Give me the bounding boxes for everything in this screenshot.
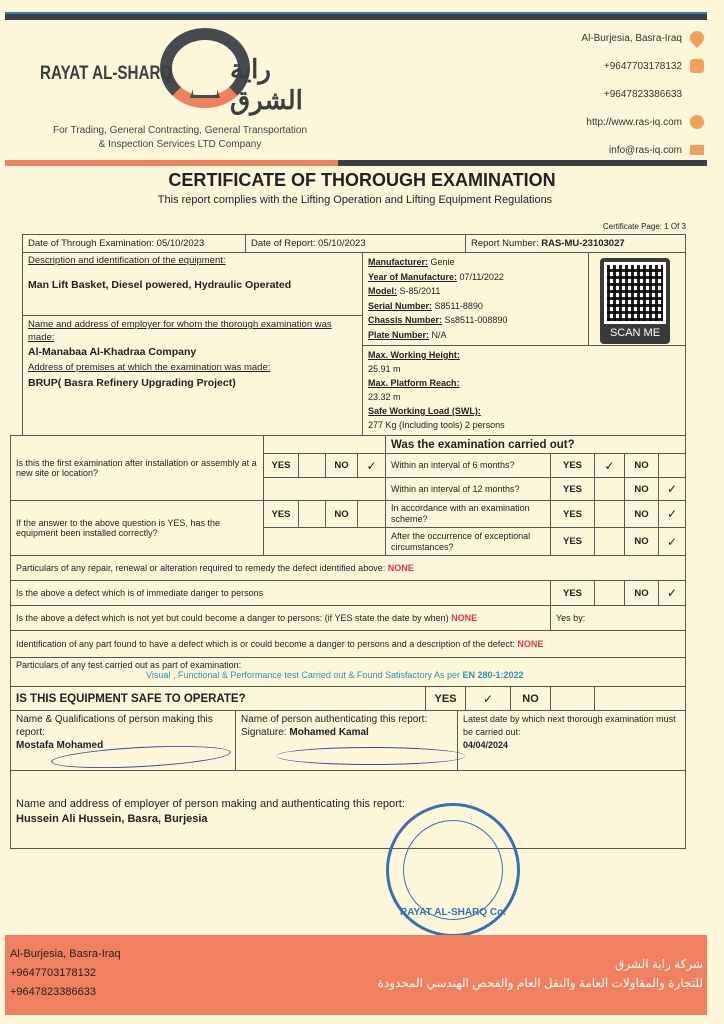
exam-item-yes	[550, 527, 595, 556]
spec-key: Chassis Number:	[368, 315, 443, 325]
no-label: NO	[634, 508, 649, 520]
exam-item-label: In accordance with an examination scheme?	[391, 503, 530, 524]
spec-value: 07/11/2022	[457, 271, 504, 282]
check-icon: ✓	[666, 534, 678, 549]
could-label: Is the above a defect which is not yet but could become a danger to persons: (if YES state the date by when)	[16, 613, 449, 623]
tests-row	[10, 657, 686, 687]
spec-key: Manufacturer:	[368, 257, 429, 267]
spec-key: Serial Number:	[368, 300, 433, 311]
desc-value: Man Lift Basket, Diesel powered, Hydraulic Operated	[28, 279, 292, 291]
logo-text-en: RAYAT AL-SHARQ	[40, 63, 173, 84]
auth-prefix: Signature:	[241, 727, 290, 738]
page-title: CERTIFICATE OF THOROUGH EXAMINATION	[168, 170, 556, 190]
q1-no	[325, 453, 358, 478]
stamp-text: RAYAT AL-SHARQ Co.	[400, 907, 506, 918]
header-bottom-bar-dark	[338, 160, 707, 166]
yes-label: YES	[271, 508, 291, 520]
contact-text: +9647703178132	[603, 60, 682, 72]
no-label: NO	[334, 460, 349, 471]
auth-signature	[276, 747, 466, 765]
exam-item-label: Within an interval of 6 months?	[391, 460, 515, 470]
q1-yes-box[interactable]	[298, 453, 326, 478]
contact-list	[444, 24, 704, 164]
exam-item-yes-box[interactable]	[594, 477, 625, 501]
exam-item-label: After the occurrence of exceptional circumstances?	[391, 530, 531, 552]
mail-icon	[690, 145, 704, 155]
safe-label: IS THIS EQUIPMENT SAFE TO OPERATE?	[16, 692, 246, 705]
footer-contacts	[10, 945, 121, 1002]
safe-to-operate	[10, 686, 426, 711]
desc-label: Description and identification of the equipment:	[28, 255, 226, 266]
swl-label: Safe Working Load (SWL):	[368, 406, 481, 416]
exam-item-yes	[550, 500, 595, 528]
no-label: NO	[634, 460, 649, 471]
exam-date-text: Date of Through Examination: 05/10/2023	[28, 238, 205, 249]
yes-label: YES	[562, 508, 582, 520]
check-icon: ✓	[666, 482, 678, 496]
ident-value: NONE	[517, 639, 544, 649]
yes-label: YES	[562, 536, 582, 547]
auth-name: Mohamed Kamal	[289, 727, 369, 738]
exam-carried-out-header	[385, 435, 686, 454]
tests-label: Particulars of any test carried out as part of examination:	[16, 660, 242, 670]
spec-key: Plate Number:	[368, 329, 430, 340]
ident-label: Identification of any part found to have a defect which is or could become a danger to persons and a description of the defect:	[16, 639, 515, 649]
spec-serial	[368, 299, 483, 314]
exam-item-yes-box[interactable]	[594, 453, 625, 478]
question-text: Is this the first examination after installation or assembly at a new site or location?	[16, 458, 257, 478]
maker-label: Name & Qualifications of person making this report:	[16, 714, 213, 738]
repair-row	[10, 555, 686, 581]
spec-key: Year of Manufacture:	[368, 271, 458, 282]
employer-value: Hussein Ali Hussein, Basra, Burjesia	[16, 813, 208, 825]
exam-item-no-box[interactable]	[658, 453, 686, 478]
tests-standard: EN 280-1:2022	[462, 670, 524, 680]
exam-item-yes-box[interactable]	[594, 527, 625, 556]
auth-label: Name of person authenticating this report:	[241, 714, 428, 725]
q1-no-box[interactable]	[357, 453, 386, 478]
spec-value: N/A	[429, 329, 447, 340]
qr-label: SCAN ME	[609, 327, 661, 339]
no-label: NO	[522, 692, 539, 705]
spec-year	[368, 270, 504, 285]
header-text: Was the examination carried out?	[391, 438, 575, 451]
exam-item	[385, 477, 551, 501]
yes-label: YES	[434, 692, 457, 705]
q2-yes-box[interactable]	[298, 500, 326, 528]
swl-value: 277 Kg (Including tools) 2 persons	[368, 420, 505, 430]
report-number-value: RAS-MU-23103027	[541, 238, 625, 249]
yes-label: YES	[562, 483, 582, 495]
spec-value: S-85/2011	[397, 286, 441, 296]
next-label: Latest date by which next thorough examination must be carried out:	[463, 714, 676, 737]
immediate-no-box[interactable]	[658, 580, 686, 606]
exam-item-yes	[550, 477, 595, 501]
blank-cell	[263, 435, 386, 454]
check-icon: ✓	[666, 586, 678, 600]
report-maker	[10, 710, 236, 771]
employer-value: Al-Manabaa Al-Khadraa Company	[28, 346, 197, 358]
phone-icon	[690, 59, 704, 73]
exam-date	[22, 234, 246, 253]
company-stamp	[386, 803, 520, 937]
header-top-bar	[5, 12, 707, 20]
question-text: If the answer to the above question is YES, has the equipment been installed correctly?	[16, 518, 220, 538]
logo-text-ar: راية الشرق	[230, 54, 303, 115]
check-icon: ✓	[666, 507, 678, 521]
spec-value: Genie	[428, 257, 455, 267]
repair-label: Particulars of any repair, renewal or alteration required to remedy the defect identified above:	[16, 563, 386, 573]
spec-model	[368, 284, 440, 299]
contact-text: Al-Burjesia, Basra-Iraq	[581, 32, 682, 44]
contact-web[interactable]	[444, 108, 704, 136]
check-icon: ✓	[604, 458, 615, 473]
q2-yes	[263, 500, 299, 528]
footer-address: Al-Burjesia, Basra-Iraq	[10, 948, 121, 960]
maker-name: Mostafa Mohamed	[16, 740, 104, 751]
spec-chassis	[368, 313, 507, 328]
contact-address	[444, 24, 704, 52]
spec-plate	[368, 328, 447, 343]
capacity-specs	[362, 345, 686, 436]
contact-phone2	[444, 80, 704, 108]
safe-no	[510, 686, 551, 711]
employer-label: Name and address of employer for whom the thorough examination was made:	[28, 319, 332, 343]
exam-item-yes-box[interactable]	[594, 500, 625, 528]
height-value: 25.91 m	[368, 364, 401, 374]
next-exam-date	[457, 710, 686, 771]
exam-item-no-box[interactable]	[658, 477, 686, 501]
exam-item-label: Within an interval of 12 months?	[391, 483, 520, 494]
location-pin-icon	[687, 28, 707, 48]
exam-item-no-box[interactable]	[658, 527, 686, 556]
premises-label: Address of premises at which the examination was made:	[28, 362, 271, 373]
qr-code-icon	[604, 262, 666, 324]
immediate-danger-row	[10, 580, 551, 606]
equipment-description	[22, 252, 363, 316]
tagline-line1: For Trading, General Contracting, General Transportation	[52, 125, 308, 136]
repair-value: NONE	[387, 563, 414, 573]
tests-value: Visual , Functional & Performance test Carried out & Found Satisfactory As per	[146, 670, 463, 680]
spec-value: S8511-8890	[432, 300, 483, 311]
yes-by-label: Yes by:	[556, 613, 586, 623]
report-number-label: Report Number:	[471, 238, 539, 249]
page-subtitle: This report complies with the Lifting Operation and Lifting Equipment Regulations	[157, 194, 553, 206]
no-label: NO	[634, 483, 649, 495]
identification-row	[10, 630, 686, 658]
q2-no-box[interactable]	[357, 500, 386, 528]
no-label: NO	[634, 536, 649, 547]
immediate-yes-box[interactable]	[594, 580, 625, 606]
check-icon: ✓	[366, 458, 377, 473]
no-label: NO	[634, 587, 649, 599]
tagline-line2: & Inspection Services LTD Company	[98, 139, 262, 150]
blank-cell	[263, 527, 386, 556]
immediate-label: Is the above a defect which is of immediate danger to persons	[16, 588, 264, 598]
exam-item-no	[624, 527, 659, 556]
question-first-exam	[10, 435, 264, 501]
report-authenticator	[235, 710, 458, 771]
q2-no	[325, 500, 358, 528]
spec-key: Model:	[368, 286, 397, 296]
no-label: NO	[334, 508, 349, 520]
next-value: 04/04/2024	[463, 740, 509, 750]
report-date-text: Date of Report: 05/10/2023	[251, 238, 366, 249]
immediate-no	[624, 580, 659, 606]
exam-item	[385, 500, 551, 528]
contact-phone1	[444, 52, 704, 80]
qr-code[interactable]	[600, 258, 670, 344]
spec-manufacturer	[368, 255, 455, 270]
globe-icon	[690, 115, 704, 129]
employer-label: Name and address of employer of person making and authenticating this report:	[16, 798, 405, 810]
exam-item	[385, 453, 551, 478]
header-bottom-bar-orange	[5, 160, 338, 166]
report-date	[245, 234, 466, 253]
height-label: Max. Working Height:	[368, 350, 460, 360]
footer-arabic	[378, 955, 703, 993]
yes-label: YES	[562, 460, 582, 471]
question-installed	[10, 500, 264, 556]
email-link[interactable]: info@ras-iq.com	[609, 144, 682, 156]
footer-phone1: +9647703178132	[10, 967, 96, 979]
reach-value: 23.32 m	[368, 392, 401, 402]
check-icon: ✓	[482, 691, 494, 706]
spec-value: Ss8511-008890	[442, 315, 508, 325]
logo	[40, 28, 340, 118]
q1-yes	[263, 453, 299, 478]
exam-item	[385, 527, 551, 556]
exam-item-no-box[interactable]	[658, 500, 686, 528]
safe-yes	[425, 686, 466, 711]
website-link[interactable]: http://www.ras-iq.com	[586, 116, 682, 128]
exam-item-no	[624, 477, 659, 501]
reach-label: Max. Platform Reach:	[368, 378, 460, 388]
contact-text: +9647823386633	[603, 88, 682, 100]
immediate-yes	[550, 580, 595, 606]
exam-item-no	[624, 453, 659, 478]
yes-label: YES	[271, 460, 291, 471]
report-number	[465, 234, 686, 253]
footer-ar-line1: شركة راية الشرق	[614, 957, 703, 971]
exam-item-yes	[550, 453, 595, 478]
divider	[588, 252, 589, 346]
safe-no-box[interactable]	[550, 686, 595, 711]
certificate-page: Certificate Page: 1 Of 3	[602, 222, 686, 231]
could-value: NONE	[451, 613, 478, 623]
premises-value: BRUP( Basra Refinery Upgrading Project)	[28, 377, 236, 389]
yes-by-cell	[550, 605, 686, 631]
yes-label: YES	[562, 587, 582, 599]
employer-of-person	[10, 770, 686, 849]
footer-phone2: +9647823386633	[10, 986, 96, 998]
could-danger-row	[10, 605, 551, 631]
blank-cell	[594, 686, 686, 711]
exam-item-no	[624, 500, 659, 528]
blank-cell	[263, 477, 386, 501]
footer	[5, 935, 707, 1015]
tagline	[20, 124, 340, 152]
safe-yes-box[interactable]	[465, 686, 511, 711]
footer-ar-line2: للتجارة والمقاولات العامة والنقل العام والفحص الهندسي المحدودة	[377, 976, 703, 990]
employer-section	[22, 315, 363, 436]
